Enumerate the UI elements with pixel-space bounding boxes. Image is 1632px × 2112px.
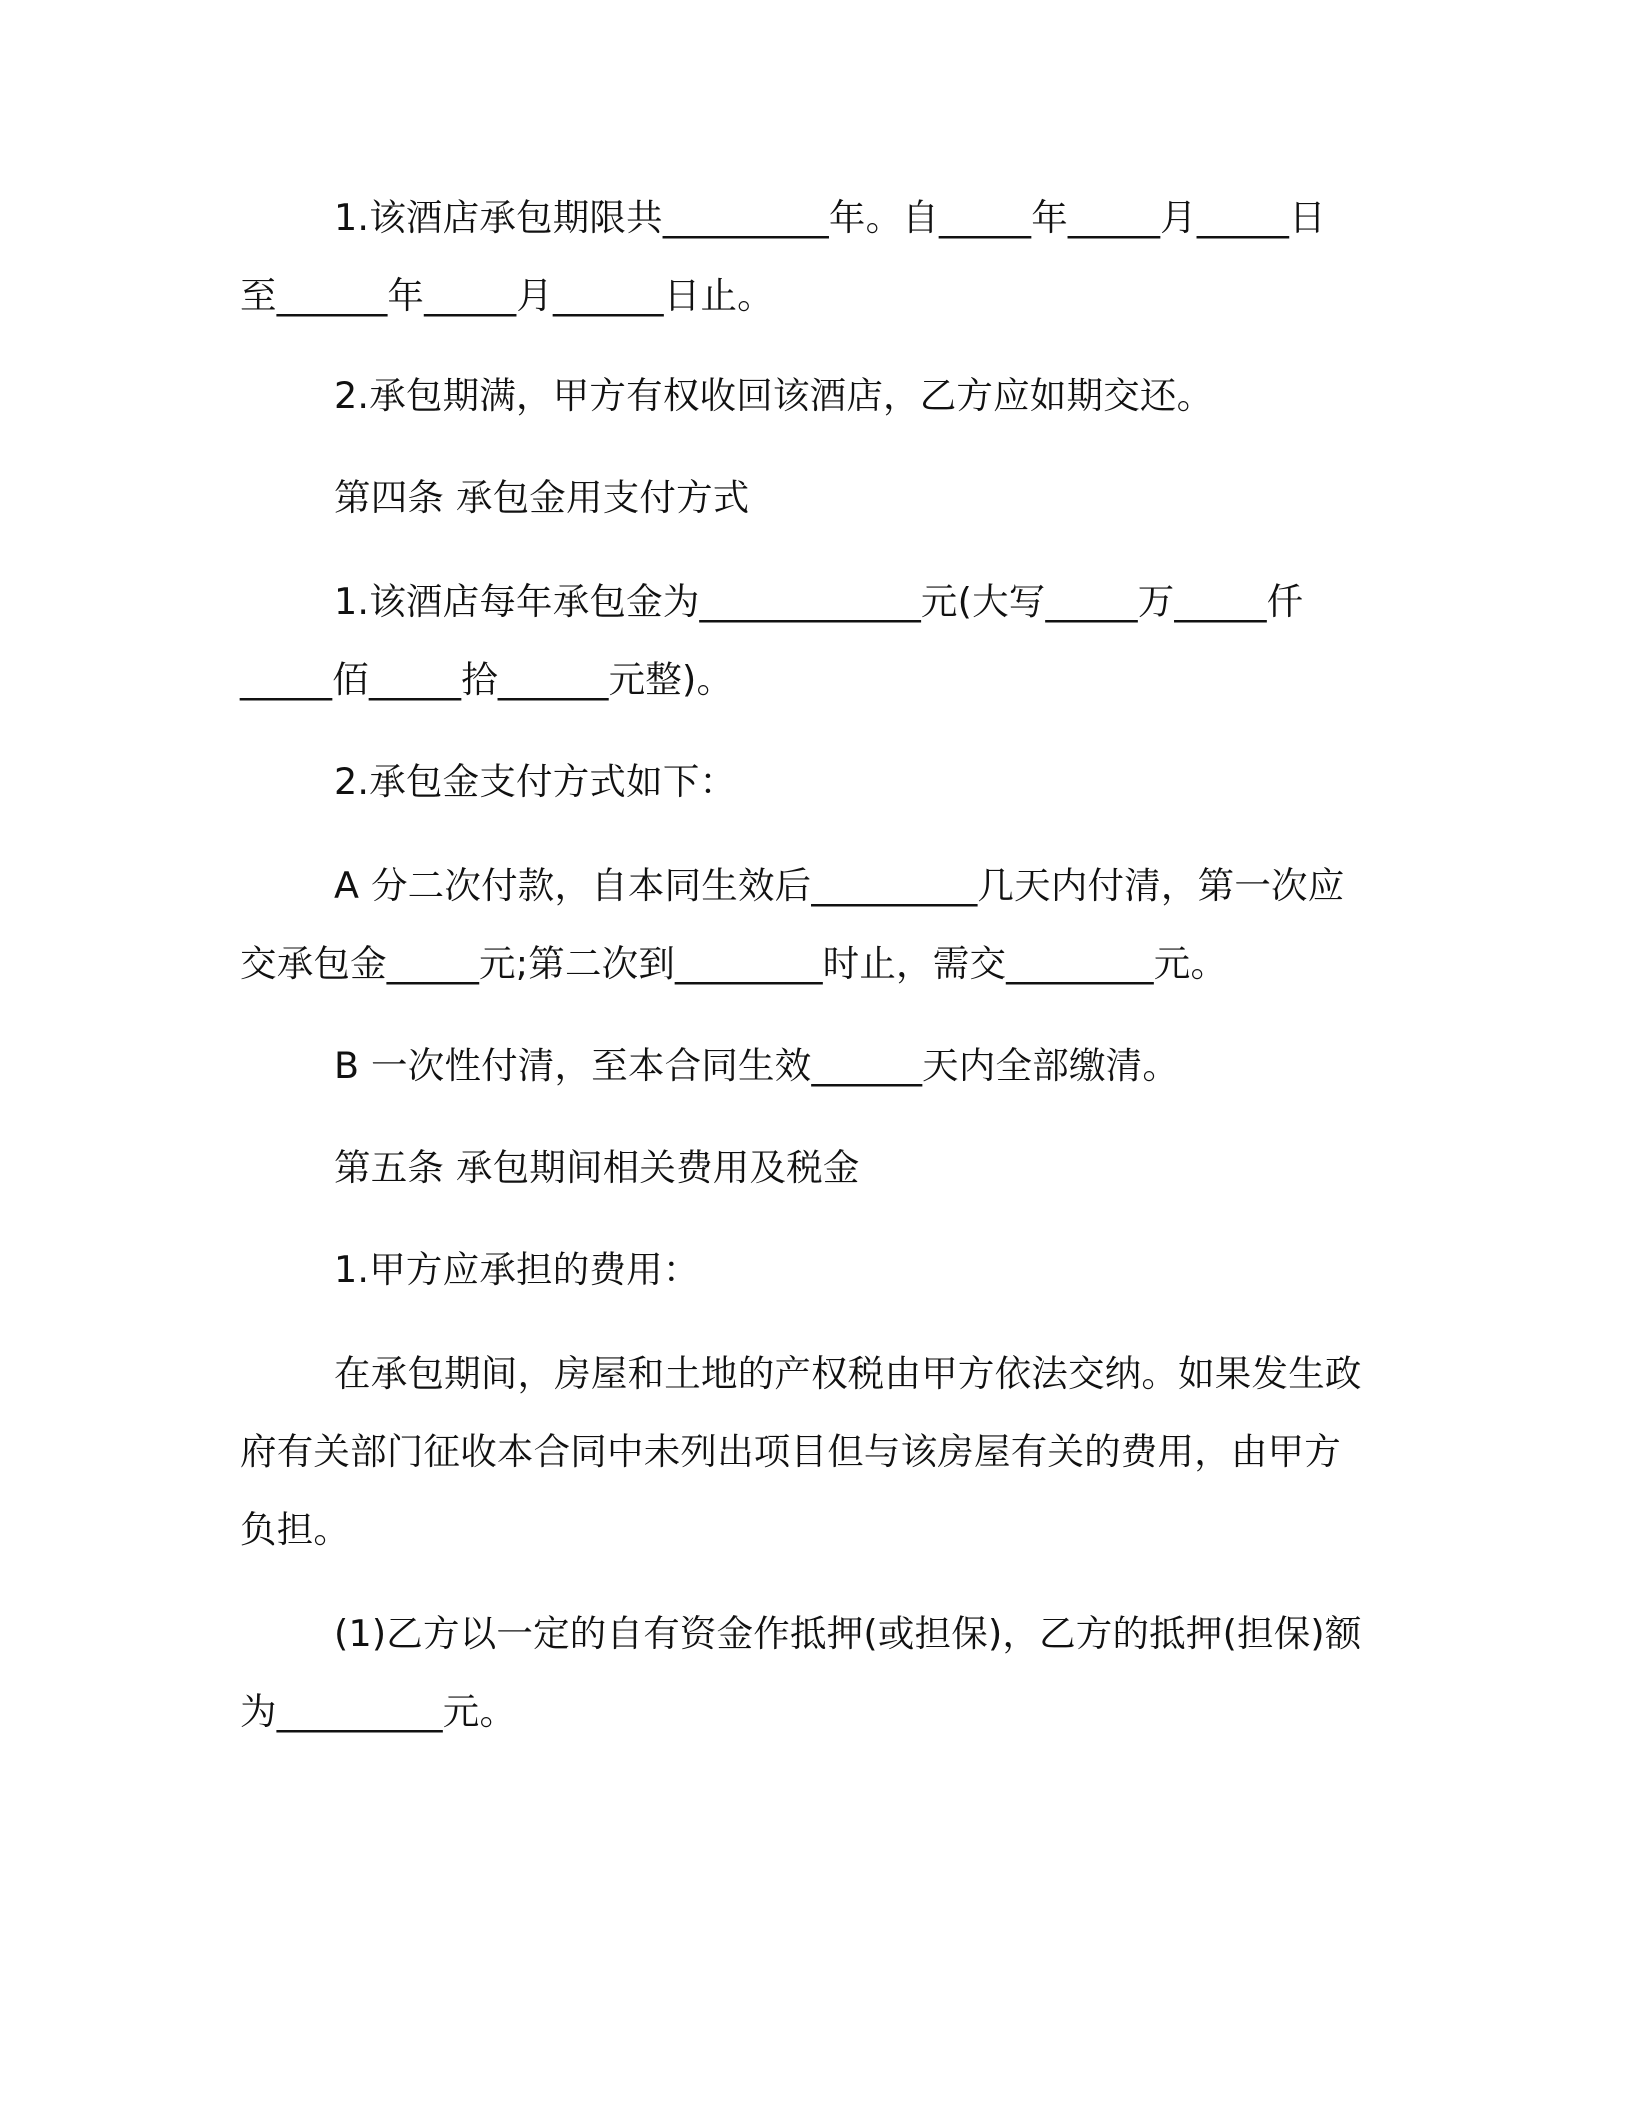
term-period-line: 1.该酒店承包期限共_________年。自_____年_____月_____日	[334, 196, 1326, 239]
deposit-line-cont: 为_________元。	[240, 1690, 517, 1733]
party-a-fees-heading: 1.甲方应承担的费用：	[334, 1248, 700, 1291]
tax-paragraph-line-2: 府有关部门征收本合同中未列出项目但与该房屋有关的费用，由甲方	[240, 1430, 1341, 1473]
term-expiry-clause: 2.承包期满，甲方有权收回该酒店，乙方应如期交还。	[334, 374, 1214, 417]
payment-method-heading: 2.承包金支付方式如下：	[334, 760, 737, 803]
option-a-line: A 分二次付款，自本同生效后_________几天内付清，第一次应	[334, 864, 1345, 907]
tax-paragraph-line-3: 负担。	[240, 1508, 351, 1551]
article-4-heading: 第四条 承包金用支付方式	[334, 476, 750, 519]
option-b-line: B 一次性付清，至本合同生效______天内全部缴清。	[334, 1044, 1180, 1087]
deposit-line: (1)乙方以一定的自有资金作抵押(或担保)，乙方的抵押(担保)额	[334, 1612, 1362, 1655]
article-5-heading: 第五条 承包期间相关费用及税金	[334, 1146, 860, 1189]
tax-paragraph-line-1: 在承包期间，房屋和土地的产权税由甲方依法交纳。如果发生政	[334, 1352, 1362, 1395]
annual-fee-line: 1.该酒店每年承包金为____________元(大写_____万_____仟	[334, 580, 1304, 623]
annual-fee-line-cont: _____佰_____拾______元整)。	[240, 658, 734, 701]
option-a-line-cont: 交承包金_____元;第二次到________时止，需交________元。	[240, 942, 1228, 985]
term-period-line-cont: 至______年_____月______日止。	[240, 274, 774, 317]
